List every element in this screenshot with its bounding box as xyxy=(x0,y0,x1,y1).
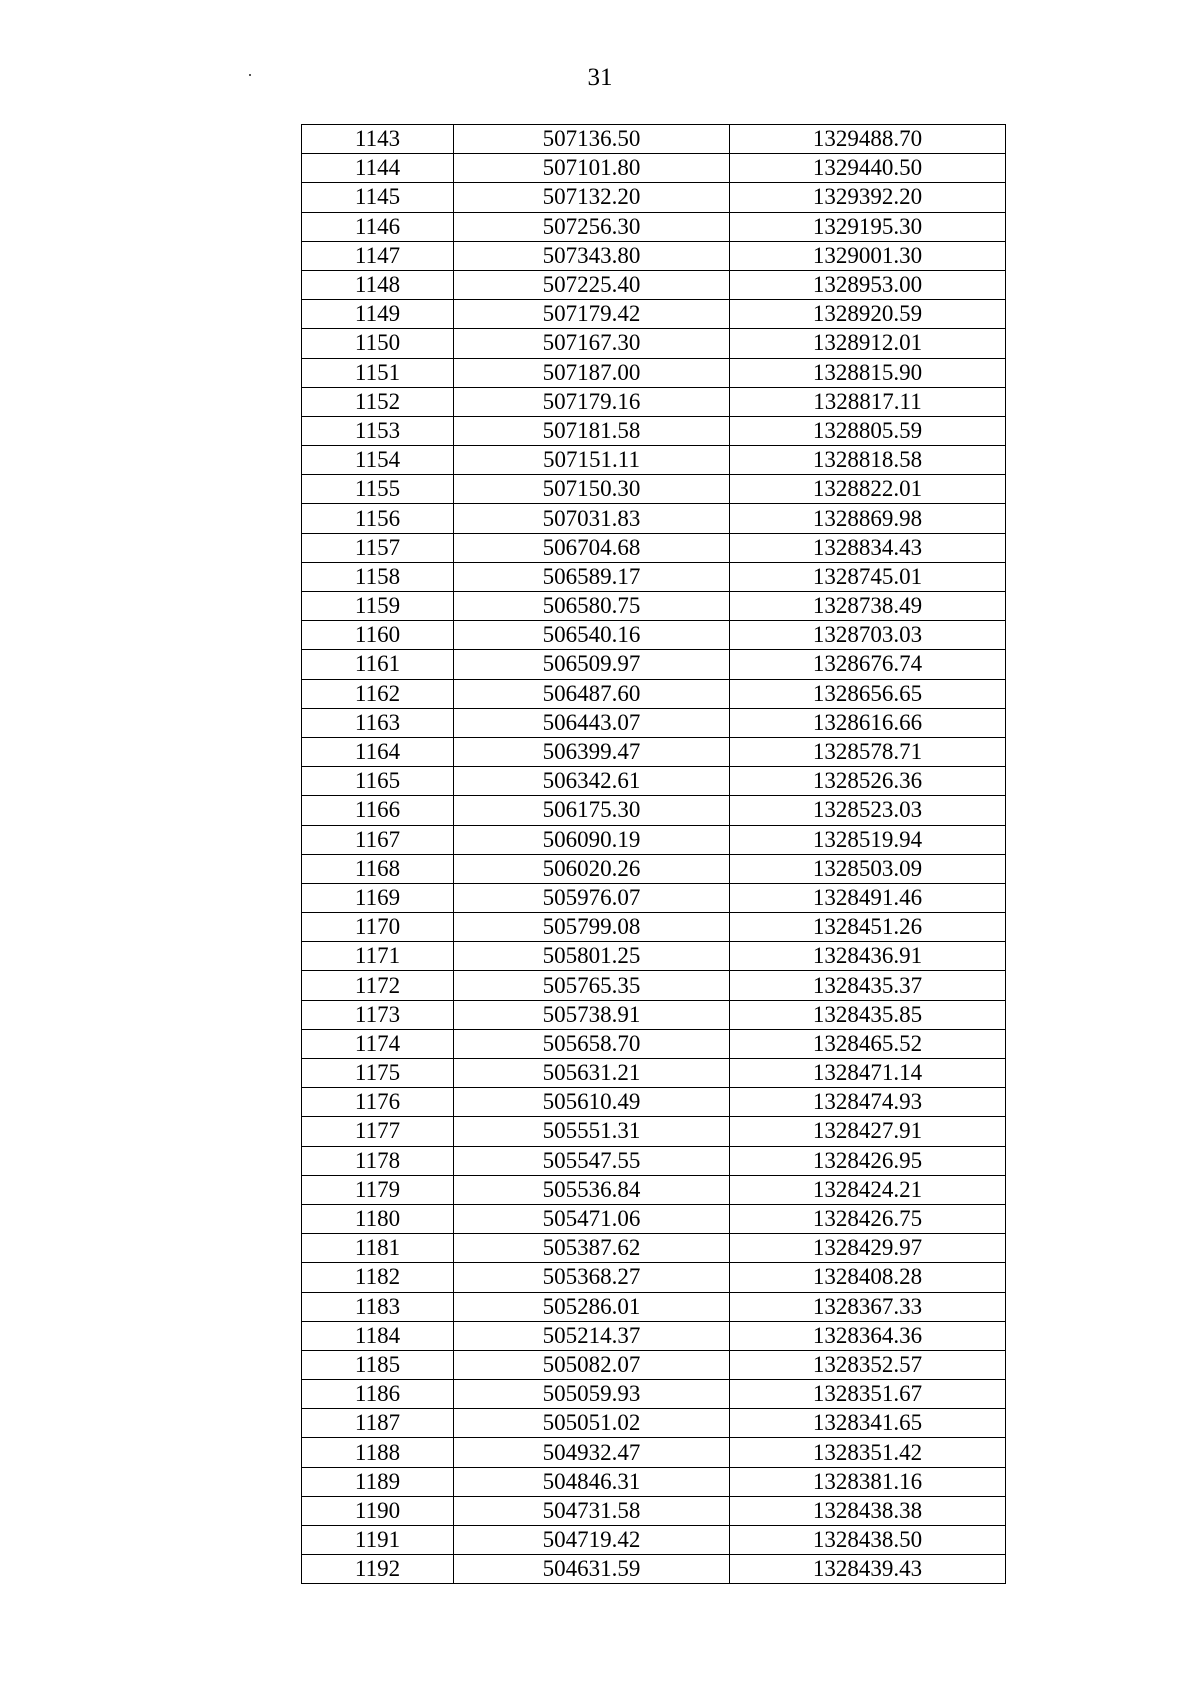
table-row xyxy=(302,1146,1006,1175)
x-coordinate-cell: 504932.47 xyxy=(454,1438,730,1467)
y-coordinate-cell: 1328656.65 xyxy=(730,679,1006,708)
x-coordinate-cell: 505631.21 xyxy=(454,1059,730,1088)
table-row xyxy=(302,533,1006,562)
point-number-cell: 1156 xyxy=(302,504,454,533)
x-coordinate-cell: 506487.60 xyxy=(454,679,730,708)
table-row xyxy=(302,1467,1006,1496)
x-coordinate-cell: 505368.27 xyxy=(454,1263,730,1292)
point-number-cell: 1192 xyxy=(302,1555,454,1584)
point-number-cell: 1168 xyxy=(302,854,454,883)
table-row xyxy=(302,971,1006,1000)
point-number-cell: 1171 xyxy=(302,942,454,971)
x-coordinate-cell: 505658.70 xyxy=(454,1029,730,1058)
table-row xyxy=(302,241,1006,270)
table-row xyxy=(302,358,1006,387)
point-number-cell: 1187 xyxy=(302,1409,454,1438)
point-number-cell: 1163 xyxy=(302,708,454,737)
x-coordinate-cell: 505387.62 xyxy=(454,1234,730,1263)
y-coordinate-cell: 1328822.01 xyxy=(730,475,1006,504)
table-row xyxy=(302,1350,1006,1379)
y-coordinate-cell: 1328745.01 xyxy=(730,562,1006,591)
y-coordinate-cell: 1328351.42 xyxy=(730,1438,1006,1467)
y-coordinate-cell: 1328426.95 xyxy=(730,1146,1006,1175)
y-coordinate-cell: 1329195.30 xyxy=(730,212,1006,241)
table-row xyxy=(302,1526,1006,1555)
scan-speck xyxy=(249,74,251,76)
point-number-cell: 1169 xyxy=(302,883,454,912)
x-coordinate-cell: 505214.37 xyxy=(454,1321,730,1350)
table-row xyxy=(302,446,1006,475)
x-coordinate-cell: 507343.80 xyxy=(454,241,730,270)
y-coordinate-cell: 1328408.28 xyxy=(730,1263,1006,1292)
point-number-cell: 1172 xyxy=(302,971,454,1000)
point-number-cell: 1155 xyxy=(302,475,454,504)
table-row xyxy=(302,1000,1006,1029)
point-number-cell: 1147 xyxy=(302,241,454,270)
table-row xyxy=(302,650,1006,679)
x-coordinate-cell: 504631.59 xyxy=(454,1555,730,1584)
table-row xyxy=(302,1292,1006,1321)
y-coordinate-cell: 1329488.70 xyxy=(730,125,1006,154)
table-row xyxy=(302,270,1006,299)
x-coordinate-cell: 506443.07 xyxy=(454,708,730,737)
y-coordinate-cell: 1328341.65 xyxy=(730,1409,1006,1438)
y-coordinate-cell: 1328429.97 xyxy=(730,1234,1006,1263)
x-coordinate-cell: 505471.06 xyxy=(454,1204,730,1233)
table-row xyxy=(302,825,1006,854)
x-coordinate-cell: 505051.02 xyxy=(454,1409,730,1438)
y-coordinate-cell: 1329392.20 xyxy=(730,183,1006,212)
point-number-cell: 1184 xyxy=(302,1321,454,1350)
x-coordinate-cell: 507150.30 xyxy=(454,475,730,504)
table-row xyxy=(302,416,1006,445)
x-coordinate-cell: 506704.68 xyxy=(454,533,730,562)
y-coordinate-cell: 1328451.26 xyxy=(730,913,1006,942)
table-row xyxy=(302,1059,1006,1088)
x-coordinate-cell: 507187.00 xyxy=(454,358,730,387)
y-coordinate-cell: 1328435.85 xyxy=(730,1000,1006,1029)
y-coordinate-cell: 1328920.59 xyxy=(730,300,1006,329)
x-coordinate-cell: 507151.11 xyxy=(454,446,730,475)
table-row xyxy=(302,1175,1006,1204)
x-coordinate-cell: 507179.16 xyxy=(454,387,730,416)
point-number-cell: 1164 xyxy=(302,737,454,766)
table-row xyxy=(302,329,1006,358)
y-coordinate-cell: 1328352.57 xyxy=(730,1350,1006,1379)
point-number-cell: 1178 xyxy=(302,1146,454,1175)
table-row xyxy=(302,1438,1006,1467)
y-coordinate-cell: 1328381.16 xyxy=(730,1467,1006,1496)
point-number-cell: 1174 xyxy=(302,1029,454,1058)
point-number-cell: 1189 xyxy=(302,1467,454,1496)
x-coordinate-cell: 504846.31 xyxy=(454,1467,730,1496)
point-number-cell: 1146 xyxy=(302,212,454,241)
table-row xyxy=(302,125,1006,154)
table-row xyxy=(302,1321,1006,1350)
table-row xyxy=(302,154,1006,183)
y-coordinate-cell: 1328424.21 xyxy=(730,1175,1006,1204)
table-row xyxy=(302,504,1006,533)
point-number-cell: 1149 xyxy=(302,300,454,329)
y-coordinate-cell: 1328426.75 xyxy=(730,1204,1006,1233)
coordinates-table xyxy=(301,124,1006,1584)
x-coordinate-cell: 507179.42 xyxy=(454,300,730,329)
table-row xyxy=(302,913,1006,942)
table-row xyxy=(302,1555,1006,1584)
y-coordinate-cell: 1328578.71 xyxy=(730,737,1006,766)
table-row xyxy=(302,708,1006,737)
x-coordinate-cell: 506175.30 xyxy=(454,796,730,825)
x-coordinate-cell: 507101.80 xyxy=(454,154,730,183)
point-number-cell: 1167 xyxy=(302,825,454,854)
y-coordinate-cell: 1328526.36 xyxy=(730,767,1006,796)
x-coordinate-cell: 506589.17 xyxy=(454,562,730,591)
coordinates-table-body xyxy=(302,125,1006,1584)
x-coordinate-cell: 505976.07 xyxy=(454,883,730,912)
y-coordinate-cell: 1328438.50 xyxy=(730,1526,1006,1555)
point-number-cell: 1190 xyxy=(302,1496,454,1525)
point-number-cell: 1182 xyxy=(302,1263,454,1292)
table-row xyxy=(302,1117,1006,1146)
y-coordinate-cell: 1328815.90 xyxy=(730,358,1006,387)
x-coordinate-cell: 505547.55 xyxy=(454,1146,730,1175)
table-row xyxy=(302,679,1006,708)
point-number-cell: 1151 xyxy=(302,358,454,387)
y-coordinate-cell: 1328676.74 xyxy=(730,650,1006,679)
y-coordinate-cell: 1329440.50 xyxy=(730,154,1006,183)
y-coordinate-cell: 1328474.93 xyxy=(730,1088,1006,1117)
table-row xyxy=(302,621,1006,650)
table-row xyxy=(302,796,1006,825)
x-coordinate-cell: 507136.50 xyxy=(454,125,730,154)
point-number-cell: 1159 xyxy=(302,592,454,621)
point-number-cell: 1188 xyxy=(302,1438,454,1467)
table-row xyxy=(302,387,1006,416)
x-coordinate-cell: 505082.07 xyxy=(454,1350,730,1379)
y-coordinate-cell: 1328435.37 xyxy=(730,971,1006,1000)
table-row xyxy=(302,562,1006,591)
y-coordinate-cell: 1328465.52 xyxy=(730,1029,1006,1058)
x-coordinate-cell: 506090.19 xyxy=(454,825,730,854)
y-coordinate-cell: 1328364.36 xyxy=(730,1321,1006,1350)
x-coordinate-cell: 504731.58 xyxy=(454,1496,730,1525)
y-coordinate-cell: 1328519.94 xyxy=(730,825,1006,854)
table-row xyxy=(302,1234,1006,1263)
table-row xyxy=(302,475,1006,504)
x-coordinate-cell: 507167.30 xyxy=(454,329,730,358)
table-row xyxy=(302,300,1006,329)
table-row xyxy=(302,1088,1006,1117)
y-coordinate-cell: 1328436.91 xyxy=(730,942,1006,971)
table-row xyxy=(302,737,1006,766)
x-coordinate-cell: 507181.58 xyxy=(454,416,730,445)
point-number-cell: 1158 xyxy=(302,562,454,591)
x-coordinate-cell: 505551.31 xyxy=(454,1117,730,1146)
point-number-cell: 1170 xyxy=(302,913,454,942)
y-coordinate-cell: 1328953.00 xyxy=(730,270,1006,299)
table-row xyxy=(302,767,1006,796)
y-coordinate-cell: 1328869.98 xyxy=(730,504,1006,533)
x-coordinate-cell: 506399.47 xyxy=(454,737,730,766)
x-coordinate-cell: 504719.42 xyxy=(454,1526,730,1555)
point-number-cell: 1157 xyxy=(302,533,454,562)
y-coordinate-cell: 1328367.33 xyxy=(730,1292,1006,1321)
point-number-cell: 1145 xyxy=(302,183,454,212)
table-row xyxy=(302,1496,1006,1525)
x-coordinate-cell: 505801.25 xyxy=(454,942,730,971)
y-coordinate-cell: 1328738.49 xyxy=(730,592,1006,621)
point-number-cell: 1161 xyxy=(302,650,454,679)
table-row xyxy=(302,1029,1006,1058)
x-coordinate-cell: 505738.91 xyxy=(454,1000,730,1029)
y-coordinate-cell: 1328438.38 xyxy=(730,1496,1006,1525)
point-number-cell: 1175 xyxy=(302,1059,454,1088)
point-number-cell: 1185 xyxy=(302,1350,454,1379)
x-coordinate-cell: 507256.30 xyxy=(454,212,730,241)
page-number: 31 xyxy=(587,64,613,91)
table-row xyxy=(302,1409,1006,1438)
y-coordinate-cell: 1328817.11 xyxy=(730,387,1006,416)
point-number-cell: 1153 xyxy=(302,416,454,445)
y-coordinate-cell: 1328351.67 xyxy=(730,1380,1006,1409)
point-number-cell: 1143 xyxy=(302,125,454,154)
table-row xyxy=(302,1380,1006,1409)
x-coordinate-cell: 505059.93 xyxy=(454,1380,730,1409)
table-row xyxy=(302,883,1006,912)
x-coordinate-cell: 506342.61 xyxy=(454,767,730,796)
y-coordinate-cell: 1328439.43 xyxy=(730,1555,1006,1584)
point-number-cell: 1166 xyxy=(302,796,454,825)
y-coordinate-cell: 1328703.03 xyxy=(730,621,1006,650)
point-number-cell: 1173 xyxy=(302,1000,454,1029)
y-coordinate-cell: 1328471.14 xyxy=(730,1059,1006,1088)
x-coordinate-cell: 505536.84 xyxy=(454,1175,730,1204)
point-number-cell: 1152 xyxy=(302,387,454,416)
point-number-cell: 1160 xyxy=(302,621,454,650)
table-row xyxy=(302,942,1006,971)
x-coordinate-cell: 507132.20 xyxy=(454,183,730,212)
y-coordinate-cell: 1328818.58 xyxy=(730,446,1006,475)
y-coordinate-cell: 1328427.91 xyxy=(730,1117,1006,1146)
x-coordinate-cell: 505286.01 xyxy=(454,1292,730,1321)
table-row xyxy=(302,1263,1006,1292)
point-number-cell: 1179 xyxy=(302,1175,454,1204)
y-coordinate-cell: 1328834.43 xyxy=(730,533,1006,562)
table-row xyxy=(302,183,1006,212)
point-number-cell: 1183 xyxy=(302,1292,454,1321)
y-coordinate-cell: 1328616.66 xyxy=(730,708,1006,737)
y-coordinate-cell: 1328523.03 xyxy=(730,796,1006,825)
point-number-cell: 1154 xyxy=(302,446,454,475)
x-coordinate-cell: 506580.75 xyxy=(454,592,730,621)
y-coordinate-cell: 1329001.30 xyxy=(730,241,1006,270)
y-coordinate-cell: 1328805.59 xyxy=(730,416,1006,445)
x-coordinate-cell: 507031.83 xyxy=(454,504,730,533)
table-row xyxy=(302,212,1006,241)
table-row xyxy=(302,1204,1006,1233)
x-coordinate-cell: 507225.40 xyxy=(454,270,730,299)
point-number-cell: 1181 xyxy=(302,1234,454,1263)
point-number-cell: 1191 xyxy=(302,1526,454,1555)
point-number-cell: 1148 xyxy=(302,270,454,299)
table-row xyxy=(302,592,1006,621)
point-number-cell: 1150 xyxy=(302,329,454,358)
x-coordinate-cell: 505610.49 xyxy=(454,1088,730,1117)
point-number-cell: 1176 xyxy=(302,1088,454,1117)
y-coordinate-cell: 1328503.09 xyxy=(730,854,1006,883)
point-number-cell: 1144 xyxy=(302,154,454,183)
x-coordinate-cell: 506020.26 xyxy=(454,854,730,883)
y-coordinate-cell: 1328491.46 xyxy=(730,883,1006,912)
table-row xyxy=(302,854,1006,883)
y-coordinate-cell: 1328912.01 xyxy=(730,329,1006,358)
x-coordinate-cell: 505799.08 xyxy=(454,913,730,942)
x-coordinate-cell: 505765.35 xyxy=(454,971,730,1000)
point-number-cell: 1177 xyxy=(302,1117,454,1146)
x-coordinate-cell: 506540.16 xyxy=(454,621,730,650)
point-number-cell: 1180 xyxy=(302,1204,454,1233)
point-number-cell: 1165 xyxy=(302,767,454,796)
x-coordinate-cell: 506509.97 xyxy=(454,650,730,679)
point-number-cell: 1162 xyxy=(302,679,454,708)
point-number-cell: 1186 xyxy=(302,1380,454,1409)
